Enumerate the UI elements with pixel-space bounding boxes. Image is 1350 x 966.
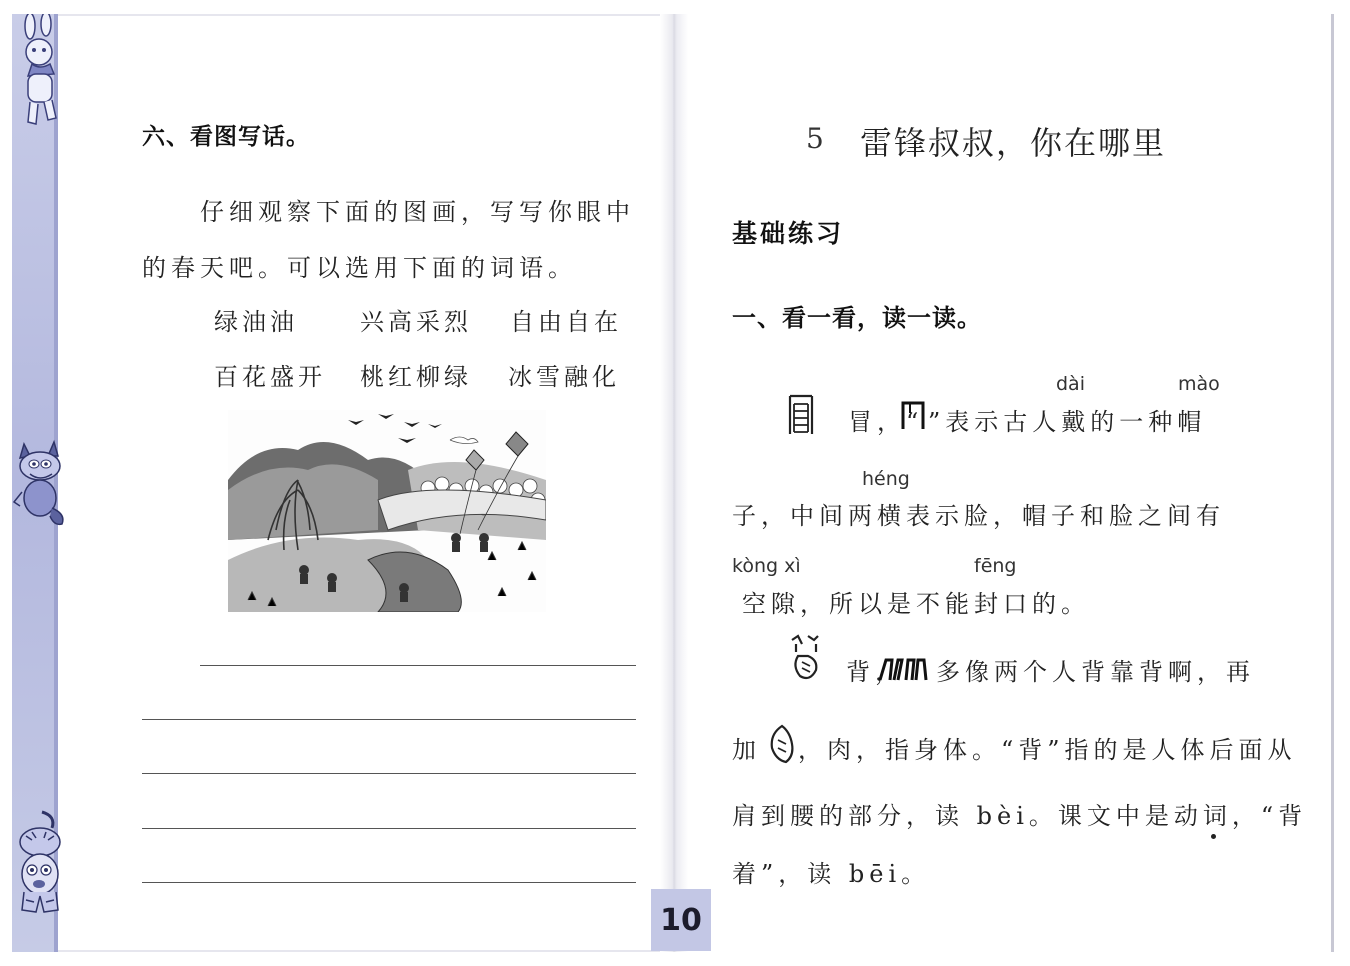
seal-glyph-mao-icon [784,394,818,442]
para1-line2: 子，中间两横表示脸，帽子和脸之间有 [732,502,1225,530]
para2-line3: 肩到腰的部分，读 bèi。课文中是动词，“背 [732,802,1308,830]
book-fold [660,14,688,952]
writing-line[interactable] [142,773,636,774]
exercise-title: 一、看一看，读一读。 [732,304,982,332]
para2-line1-start: 背， [846,658,904,686]
page-number: 10 [660,903,702,938]
word-option: 冰雪融化 [508,363,620,391]
rabbit-mascot-icon [14,14,66,130]
seal-glyph-hat-icon [898,399,928,435]
para2-line1-rest: 多像两个人背靠背啊，再 [936,658,1255,686]
seal-glyph-bei-icon [786,634,826,690]
section-title: 六、看图写话。 [142,124,310,150]
word-option: 自由自在 [510,308,622,336]
lesson-number: 5 [806,122,824,155]
seal-glyph-two-people-icon [876,654,928,686]
para2-line2-rest: ，肉，指身体。“背”指的是人体后面从 [798,736,1297,764]
pinyin-heng: héng [862,468,910,490]
lesson-title: 雷锋叔叔，你在哪里 [860,124,1167,162]
spring-scene-illustration [228,410,546,612]
word-option: 百花盛开 [214,363,326,391]
pinyin-feng: fēng [974,555,1017,577]
word-option: 兴高采烈 [360,308,472,336]
instruction-line-1: 仔细观察下面的图画，写写你眼中 [200,198,635,226]
basic-practice-heading: 基础练习 [732,219,845,248]
word-option: 桃红柳绿 [360,363,472,391]
tiger-mascot-icon [12,808,68,918]
word-option: 绿油油 [214,308,298,336]
para2-line4: 着”，读 bēi。 [732,860,931,888]
emphasis-dot [1211,834,1216,839]
writing-line[interactable] [142,828,636,829]
pinyin-dai: dài [1056,373,1085,395]
raccoon-mascot-icon [12,436,72,528]
pinyin-kongxi: kòng xì [732,555,801,577]
para1-line3: 空隙，所以是不能封口的。 [742,590,1090,618]
writing-line[interactable] [142,882,636,883]
para2-line2-start: 加 [732,736,761,764]
pinyin-mao: mào [1178,373,1220,395]
writing-line[interactable] [200,665,636,666]
para1-line1-rest: ”表示古人戴的一种帽 [928,408,1207,436]
para1-line1-start: 冒，“ [848,408,924,436]
seal-glyph-flesh-icon [766,722,798,770]
instruction-line-2: 的春天吧。可以选用下面的词语。 [142,254,577,282]
writing-line[interactable] [142,719,636,720]
